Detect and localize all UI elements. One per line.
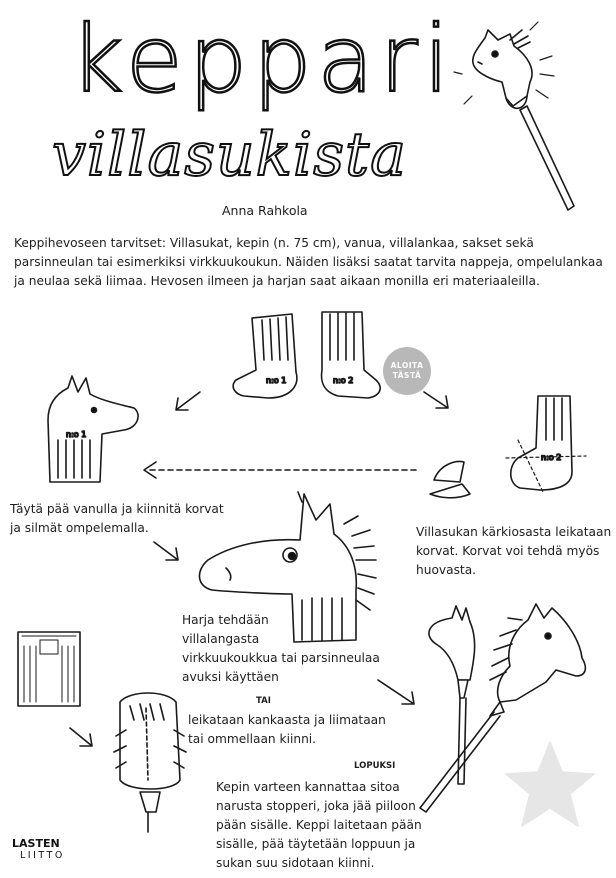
- arrow-icon: [154, 542, 178, 560]
- step-final-text: [216, 780, 422, 870]
- step-final-line: sukan suu sidotaan kiinni.: [216, 856, 375, 870]
- step-mane-line: Harja tehdään: [182, 613, 269, 627]
- head-1-label: n:o 1: [66, 430, 87, 439]
- arrow-icon: [378, 680, 414, 704]
- step-final-line: sisälle, pää täytetään loppuun ja: [216, 837, 416, 851]
- step-mane-line: avuksi käyttäen: [182, 670, 279, 684]
- or-label: TAI: [256, 696, 271, 706]
- step-cut-line: huovasta.: [416, 563, 477, 577]
- arrow-icon: [70, 728, 92, 746]
- step-final-line: pään sisälle. Keppi laitetaan pään: [216, 818, 422, 832]
- lasten-liitto-logo: [12, 838, 65, 861]
- step-cut-line: Villasukan kärkiosasta leikataan: [416, 525, 612, 539]
- step-stuff-text: [9, 502, 224, 535]
- horse-stick-icon: [454, 22, 574, 210]
- author: Anna Rahkola: [222, 203, 308, 218]
- arrow-icon: [176, 392, 200, 410]
- intro-text: Keppihevoseen tarvitset: Villasukat, kepin (n. 75 cm), vanua, villalankaa, sakset sekä parsinneulan tai esimerkiksi virkkuukoukun. Näiden lisäksi saatat tarvita nappeja, ompelulankaa ja neulaa sekä liimaa. Hevosen ilmeen ja harjan saat aikaan monilla eri materiaaleilla.: [14, 236, 603, 288]
- step-mane-alt-line: tai ommellaan kiinni.: [188, 732, 317, 746]
- sock-cut-icon: [430, 396, 586, 498]
- sock-2-icon: [322, 312, 381, 398]
- step-cut-text: [416, 525, 611, 577]
- step-mane-alt-line: leikataan kankaasta ja liimataan: [188, 713, 386, 727]
- arrow-icon: [424, 392, 448, 408]
- star-icon: [506, 742, 594, 826]
- step-cut-line: korvat. Korvat voi tehdä myös: [416, 544, 600, 558]
- logo-bottom-text: LIITTO: [20, 850, 65, 861]
- step-final-line: narusta stopperi, joka jää piiloon: [216, 799, 416, 813]
- finally-label: LOPUKSI: [354, 761, 396, 771]
- step-stuff-line: ja silmät ompelemalla.: [10, 521, 149, 535]
- step-mane-alt-text: [188, 713, 386, 746]
- logo-top-text: LASTEN: [12, 837, 60, 850]
- step-stuff-line: Täytä pää vanulla ja kiinnitä korvat: [10, 502, 224, 516]
- step-final-line: Kepin varteen kannattaa sitoa: [216, 780, 400, 794]
- sock-1-label: n:o 1: [266, 376, 287, 385]
- sock-head-1-icon: [48, 376, 138, 482]
- mane-fabric-icon: [18, 632, 80, 706]
- step-mane-line: virkkuukoukkua tai parsinneulaa: [182, 651, 380, 665]
- mane-sock-icon: [114, 693, 186, 832]
- step-mane-line: villalangasta: [182, 632, 260, 646]
- sock-2-label: n:o 2: [333, 376, 354, 385]
- title-villasukista: villasukista: [52, 120, 407, 190]
- title-keppari: keppari: [70, 6, 456, 113]
- sock-1-icon: [233, 314, 297, 398]
- badge-line1: ALOITA: [390, 361, 424, 370]
- badge-line2: TÄSTÄ: [392, 371, 422, 380]
- cut-2-label: n:o 2: [541, 453, 562, 462]
